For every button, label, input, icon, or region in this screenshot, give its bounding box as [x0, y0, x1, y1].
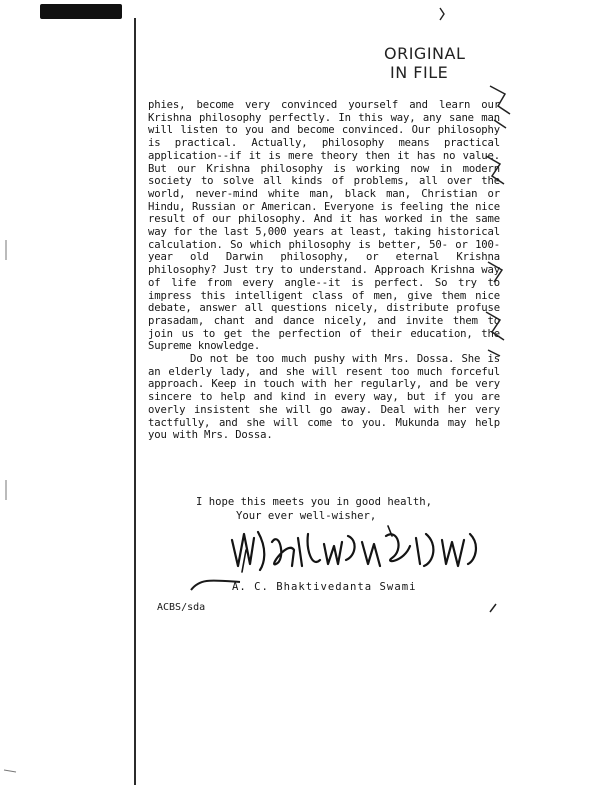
stamp-line-2: IN FILE	[390, 63, 449, 82]
page-left-edge-line	[134, 18, 136, 785]
signatory-name: A. C. Bhaktivedanta Swami	[232, 581, 417, 593]
closing-line: I hope this meets you in good health,	[196, 496, 432, 508]
original-in-file-stamp	[384, 44, 465, 82]
valediction: Your ever well-wisher,	[236, 510, 377, 522]
handwritten-signature	[228, 520, 490, 576]
signature-scribble	[228, 520, 490, 576]
header-ink-blot	[40, 4, 122, 19]
reference-initials: ACBS/sda	[157, 602, 206, 613]
top-corner-mark	[440, 8, 444, 20]
left-edge-specks	[4, 240, 16, 772]
margin-mark-5	[490, 604, 496, 612]
stamp-line-1: ORIGINAL	[384, 44, 466, 63]
letter-paragraph-1: phies, become very convinced yourself and learn our Krishna philosophy perfectly. In this way, any sane man will listen to you and become convinced. Our philosophy is practical. Actually, philosophy means practical application--if it is mere theory then it has no value. But our Krishna philosophy is working now in modern society to solve all kinds of problems, all over the world, never-mind white man, black man, Christian or Hindu, Russian or American. Everyone is feeling the nice result of our philosophy. And it has worked in the same way for the last 5,000 years at least, taking historical calculation. So which philosophy is better, 50- or 100-year old Darwin philosophy, or eternal Krishna philosophy? Just try to understand. Approach Krishna way of life from every angle--it is perfect. So try to impress this intelligent class of men, give them nice debate, answer all questions nicely, distribute profuse prasadam, chant and dance nicely, and invite them to join us to get the perfection of their education, the Supreme knowledge.	[148, 99, 500, 353]
letter-body	[148, 99, 500, 442]
letter-paragraph-2: Do not be too much pushy with Mrs. Dossa. She is an elderly lady, and she will resent too much forceful approach. Keep in touch with her regularly, and be very sincere to help and kind in every way, but if you are overly insistent she will go away. Deal with her very tactfully, and she will come to you. Mukunda may help you with Mrs. Dossa.	[148, 353, 500, 442]
